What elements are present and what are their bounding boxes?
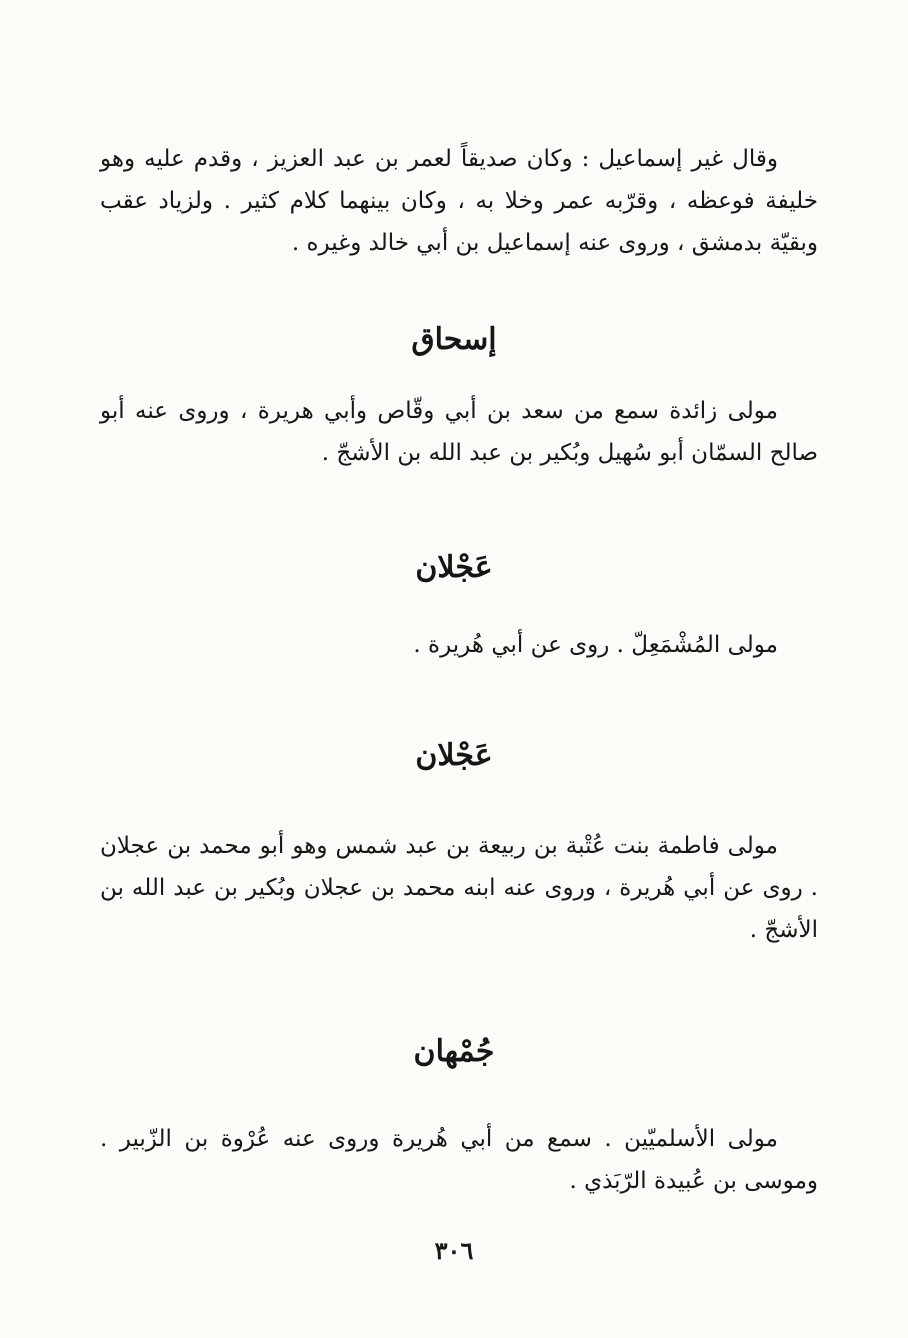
entry-text-jumhan: مولى الأسلميّين . سمع من أبي هُريرة وروى عنه عُرْوة بن الزّبير . وموسى بن عُبيدة الرّبَذي . xyxy=(100,1126,818,1194)
entry-heading-ajlan-2: عَجْلان xyxy=(415,738,493,773)
entry-heading-ishaq: إسحاق xyxy=(411,322,497,357)
entry-text-ajlan-2: مولى فاطمة بنت عُتْبة بن ربيعة بن عبد شمس وهو أبو محمد بن عجلان . روى عن أبي هُريرة ، وروى عنه ابنه محمد بن عجلان وبُكير بن عبد الله بن الأشجّ . xyxy=(100,833,818,943)
entry-text-ajlan-1: مولى المُشْمَعِلّ . روى عن أبي هُريرة . xyxy=(413,632,778,658)
page-number: ٣٠٦ xyxy=(434,1236,474,1265)
entry-text-ishaq: مولى زائدة سمع من سعد بن أبي وقّاص وأبي هريرة ، وروى عنه أبو صالح السمّان أبو سُهيل وبُكير بن عبد الله بن الأشجّ . xyxy=(100,398,818,466)
intro-paragraph: وقال غير إسماعيل : وكان صديقاً لعمر بن عبد العزيز ، وقدم عليه وهو خليفة فوعظه ، وقرّبه عمر وخلا به ، وكان بينهما كلام كثير . ولزياد عقب وبقيّة بدمشق ، وروى عنه إسماعيل بن أبي خالد وغيره . xyxy=(100,146,818,256)
entry-heading-jumhan: جُمْهان xyxy=(413,1034,495,1069)
entry-heading-ajlan-1: عَجْلان xyxy=(415,550,493,585)
